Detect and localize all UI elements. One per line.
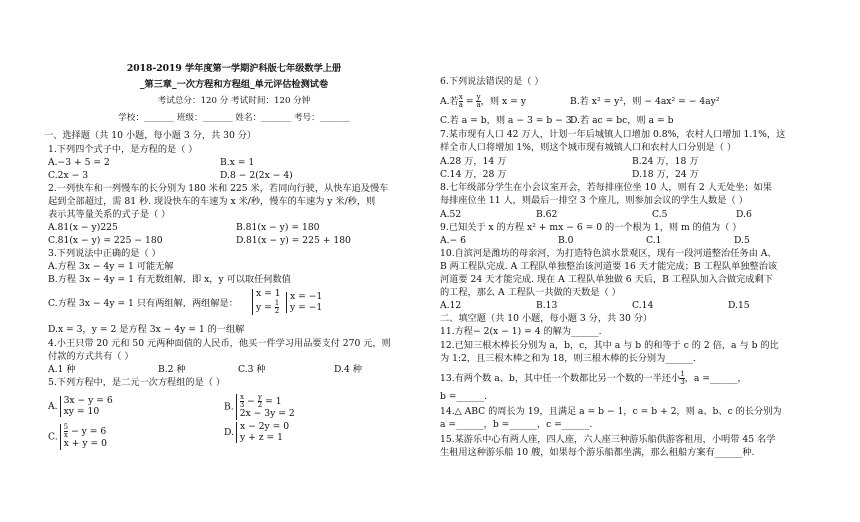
question-13: 13.有两个数 a、b，其中任一个数都比另一个数的一半还小 $\frac{1}{3}$ ，a =______， xyxy=(440,370,747,386)
q6-option-b: B.若 x² = y²，则 − 4ax² = − 4ay² xyxy=(570,96,720,107)
q6-option-c: C.若 a = b，则 a − 3 = b − 3 xyxy=(440,115,572,126)
q9-option-b: B.0 xyxy=(558,235,574,246)
q2-option-b: B.81(x − y) = 180 xyxy=(236,222,320,233)
question-2: 2.一列快车和一列慢车的长分别为 180 米和 225 米，若同向行驶，从快车追及慢车 xyxy=(48,183,389,194)
question-9: 9.已知关于 x 的方程 x² + mx − 6 = 0 的一个根为 1，则 m 的值为（ ） xyxy=(440,222,742,233)
q2-option-d: D.81(x − y) = 225 + 180 xyxy=(236,235,351,246)
q3-solution-1: x = 1 y = $\frac{1}{2}$ xyxy=(250,289,281,315)
q10-option-c: C.14 xyxy=(632,300,654,311)
q4-option-c: C.3 种 xyxy=(238,364,266,375)
section-heading: 一、选择题（共 10 小题，每小题 3 分，共 30 分） xyxy=(44,130,257,141)
question-12: 12.已知三根木棒长分别为 a，b，c，其中 a 与 b 的和等于 c 的 2 倍，a 与 b 的比 xyxy=(440,340,779,351)
question-5: 5.下列方程中，是二元一次方程组的是（ ） xyxy=(48,377,226,388)
question-13-line2: b =______. xyxy=(440,391,487,402)
exam-meta: 考试总分：120 分 考试时间：120 分钟 xyxy=(157,96,311,106)
q7-option-d: D.18 万，24 万 xyxy=(632,169,699,180)
question-10-line4: 的工程，那么 A 工程队一共做的天数是（ ） xyxy=(440,287,621,298)
q3-option-c: C.方程 3x − 4y = 1 只有两组解，两组解是： xyxy=(48,298,238,309)
question-10-line3: 河道要 24 天才能完成. 现在 A 工程队单独做 6 天后，B 工程队加入合做完成剩下 xyxy=(440,274,773,285)
q3-solution-2: x = −1 y = −1 xyxy=(284,292,322,313)
q4-option-a: A.1 种 xyxy=(48,364,76,375)
q2-option-c: C.81(x − y) = 225 − 180 xyxy=(48,235,163,246)
question-4: 4.小王只带 20 元和 50 元两种面值的人民币，他买一件学习用品要支付 270 元，则 xyxy=(48,338,391,349)
question-15-line2: 生租用这种游乐船 10 艘，如果每个游乐船都坐满，那么租船方案有______种. xyxy=(440,447,755,458)
q10-option-a: A.12 xyxy=(440,300,462,311)
question-14-line2: a =______，b =______，c =______. xyxy=(440,419,593,430)
question-11: 11.方程− 2(x − 1) = 4 的解为______. xyxy=(440,326,602,337)
q6-option-a: A.若 $\frac{x}{a}$ = $\frac{y}{a}$ ，则 x = y xyxy=(440,93,526,109)
q1-option-b: B.x = 1 xyxy=(220,157,255,168)
student-info-fields: 学校：_______ 班级：_______ 姓名：_______ 考号：_______ xyxy=(118,113,350,123)
question-14: 14.△ ABC 的周长为 19，且满足 a = b − 1，c = b + 2，则 a、b、c 的长分别为 xyxy=(440,406,782,417)
q5-option-d: D.x − 2y = 0 y + z = 1 xyxy=(224,421,290,443)
q5-option-b: B. $\frac{x}{3}$ − $\frac{y}{2}$ = 1 2x − 3y = 2 xyxy=(224,393,295,419)
question-2-line3: 表示其等量关系的式子是（ ） xyxy=(48,209,171,220)
q9-option-a: A.− 6 xyxy=(440,235,467,246)
q4-option-d: D.4 种 xyxy=(334,364,362,375)
exam-title: 2018-2019 学年度第一学期沪科版七年级数学上册 xyxy=(126,63,342,74)
exam-subtitle: _第三章_一次方程和方程组_单元评估检测试卷 xyxy=(139,79,329,90)
q1-option-c: C.2x − 3 xyxy=(48,170,89,181)
q2-option-a: A.81(x − y)225 xyxy=(48,222,118,233)
q9-option-c: C.1 xyxy=(646,235,662,246)
section-heading-2: 二、填空题（共 10 小题，每小题 3 分，共 30 分） xyxy=(440,313,653,324)
q4-option-b: B.2 种 xyxy=(158,364,186,375)
q6-option-d: D.若 ac = bc，则 a = b xyxy=(570,115,674,126)
q7-option-c: C.14 万，28 万 xyxy=(440,169,507,180)
q10-option-b: B.13 xyxy=(536,300,558,311)
question-12-line2: 为 1:2，且三根木棒之和为 18，则三根木棒的长分别为______. xyxy=(440,353,696,364)
q8-option-a: A.52 xyxy=(440,209,462,220)
q3-option-d: D.x = 3，y = 2 是方程 3x − 4y = 1 的一组解 xyxy=(48,324,245,335)
question-10-line2: B 两工程队完成. A 工程队单独整治该河道要 16 天才能完成；B 工程队单独整治该 xyxy=(440,261,778,272)
q5-option-a: A.3x − y = 6 xy = 10 xyxy=(48,395,113,417)
q8-option-c: C.5 xyxy=(652,209,668,220)
question-7-line2: 样全市人口将增加 1%，则这个城市现有城镇人口和农村人口分别是（ ） xyxy=(440,142,737,153)
q7-option-a: A.28 万，14 万 xyxy=(440,156,507,167)
question-10: 10.自滨河是潍坊的母亲河，为打造特色滨水景观区，现有一段河道整治任务由 A、 xyxy=(440,248,777,259)
q3-option-a: A.方程 3x − 4y = 1 可能无解 xyxy=(48,261,174,272)
question-8: 8.七年级部分学生在小会议室开会，若每排座位坐 10 人，则有 2 人无处坐；如果 xyxy=(440,182,772,193)
q5-option-c: C. $\frac{5}{x}$ − y = 6 x + y = 0 xyxy=(48,423,107,449)
question-6: 6.下列说法错误的是（ ） xyxy=(440,76,544,87)
q8-option-b: B.62 xyxy=(536,209,558,220)
q1-option-d: D.8 − 2(2x − 4) xyxy=(220,170,293,181)
question-7: 7.某市现有人口 42 万人，计划一年后城镇人口增加 0.8%，农村人口增加 1.1%，这 xyxy=(440,129,786,140)
q10-option-d: D.15 xyxy=(728,300,750,311)
q8-option-d: D.6 xyxy=(736,209,752,220)
question-8-line2: 每排座位坐 11 人，则最后一排空 3 个座儿，则参加会议的学生人数是（ ） xyxy=(440,195,748,206)
question-2-line2: 起到全部超过，需 81 秒. 现设快车的车速为 x 米/秒，慢车的车速为 y 米/秒，则 xyxy=(48,196,376,207)
question-15: 15.某游乐中心有两人座，四人座，六人座三种游乐船供游客租用，小明带 45 名学 xyxy=(440,434,776,445)
question-1: 1.下列四个式子中，是方程的是（ ） xyxy=(48,144,198,155)
question-3: 3.下列说法中正确的是（ ） xyxy=(48,248,161,259)
question-4-line2: 付款的方式共有（ ） xyxy=(48,351,134,362)
q3-option-b: B.方程 3x − 4y = 1 有无数组解，即 x，y 可以取任何数值 xyxy=(48,274,291,285)
q7-option-b: B.24 万，18 万 xyxy=(632,156,699,167)
q9-option-d: D.5 xyxy=(734,235,750,246)
q1-option-a: A.−3 + 5 = 2 xyxy=(48,157,110,168)
